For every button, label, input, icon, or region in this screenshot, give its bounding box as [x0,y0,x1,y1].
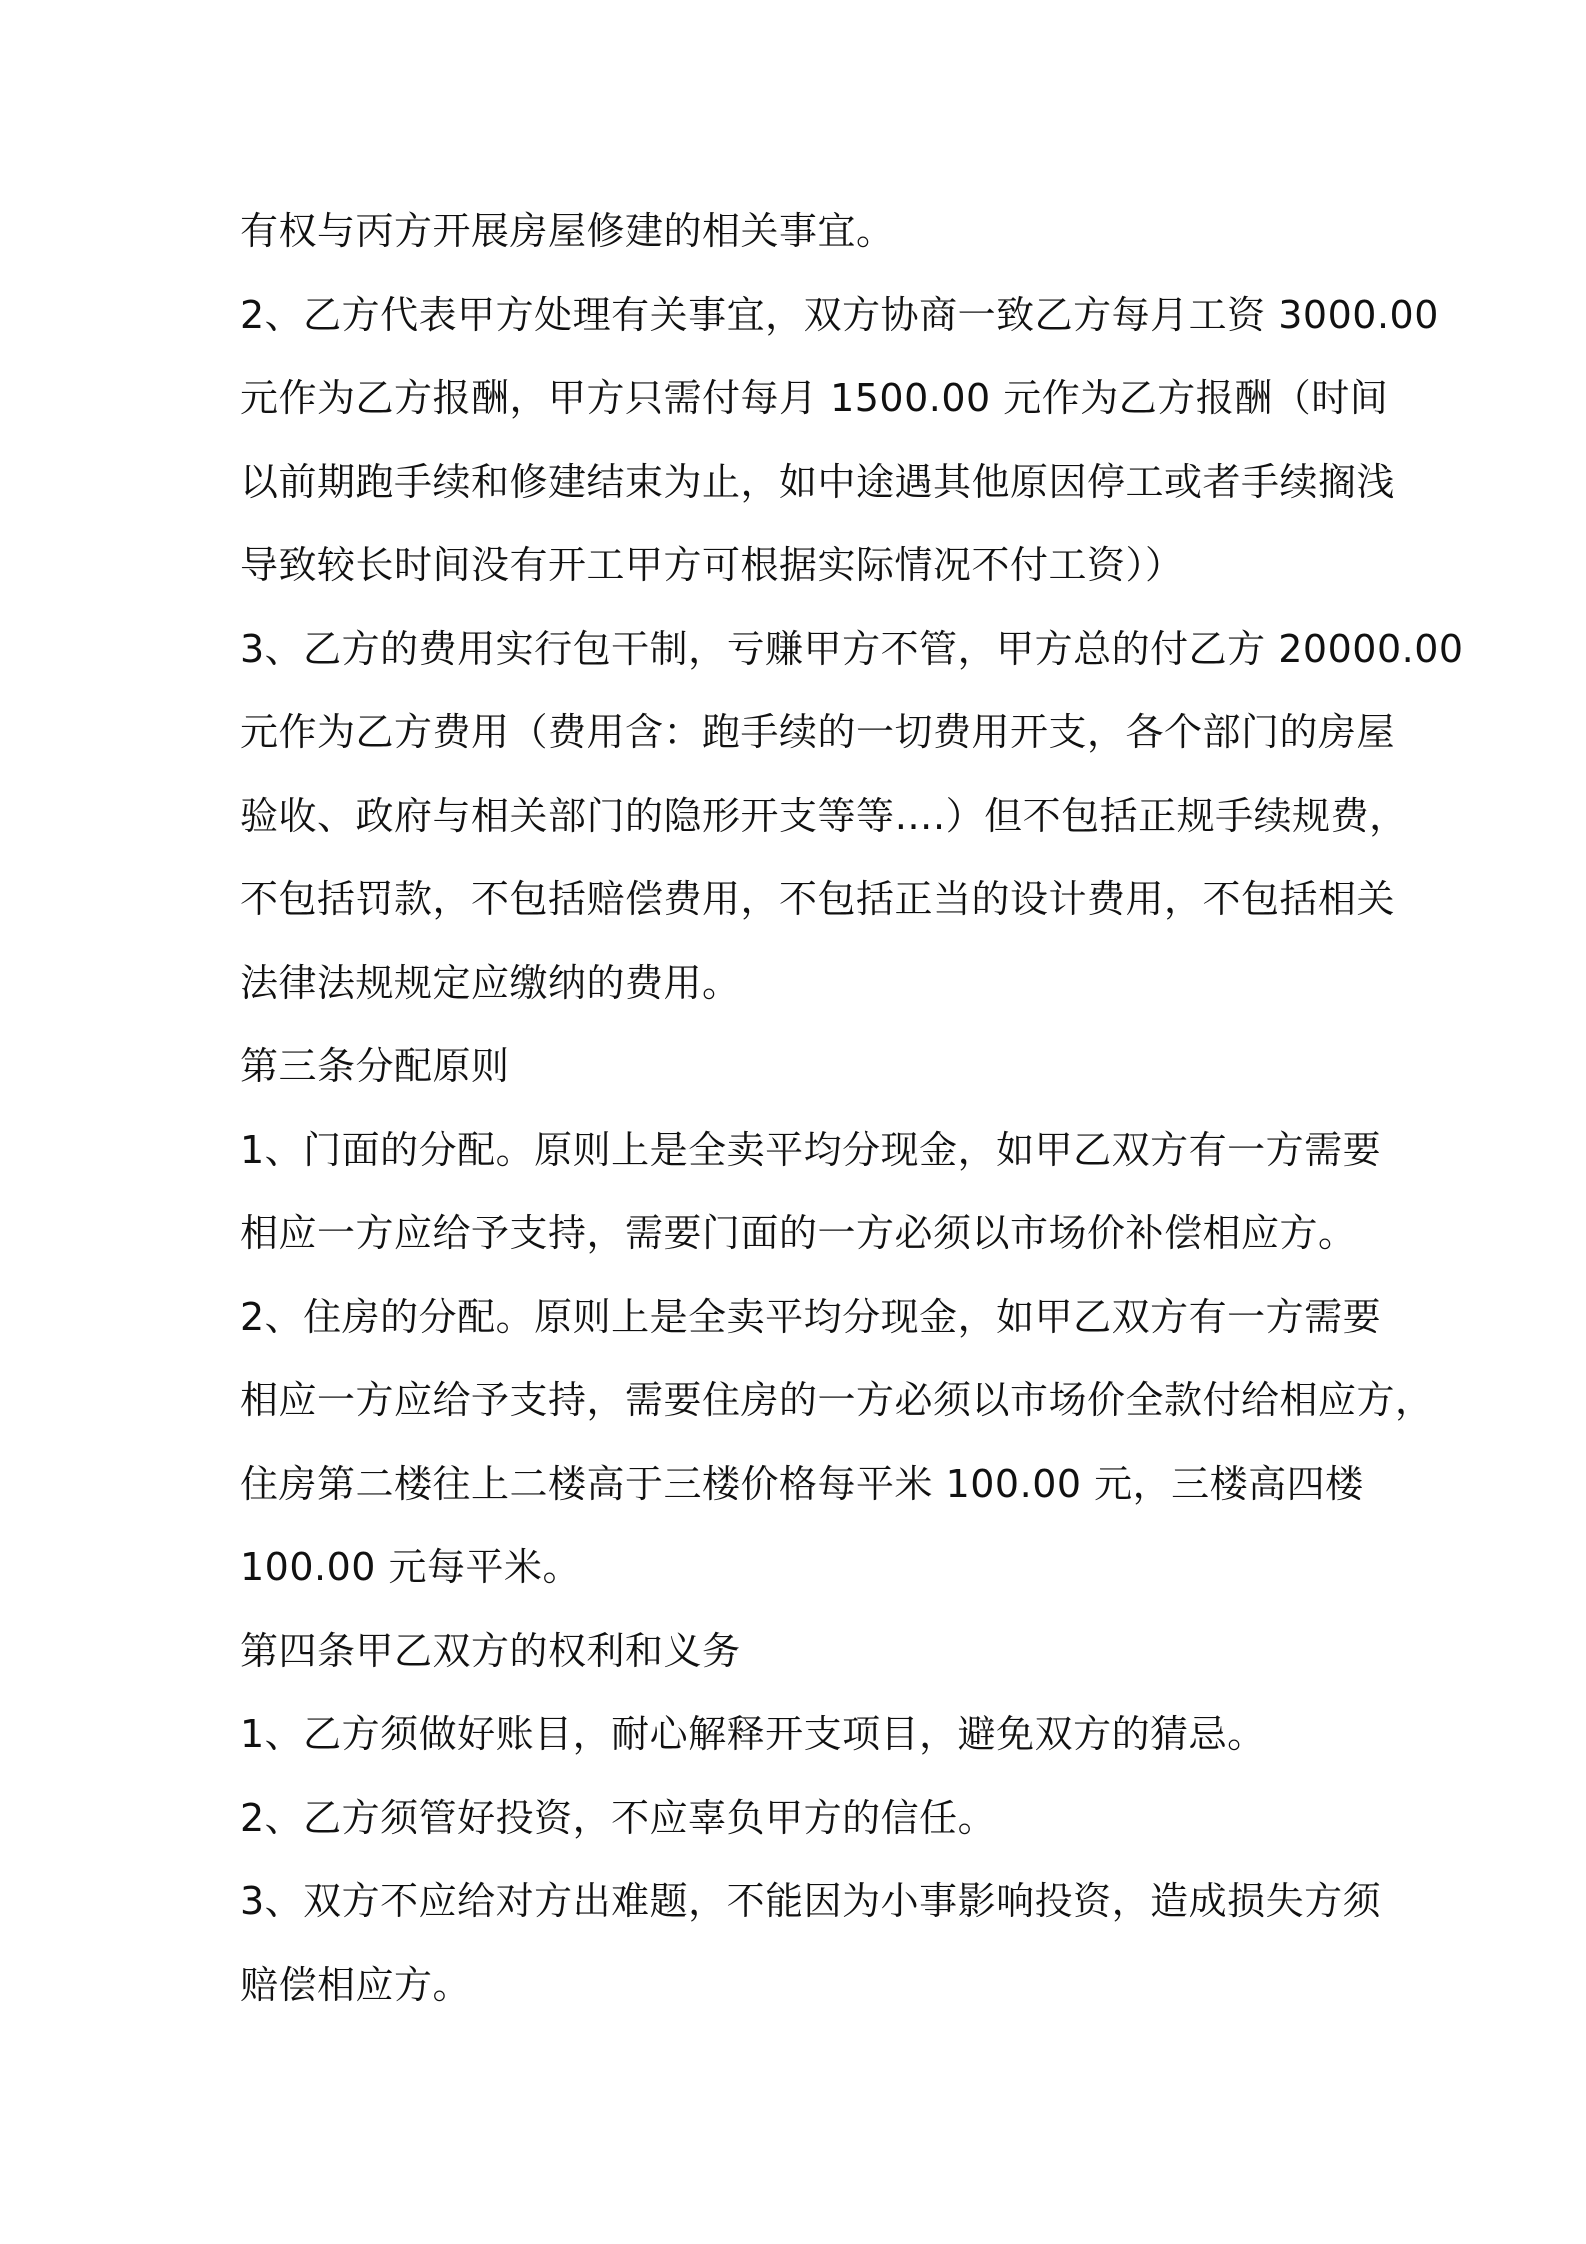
text-line: 2、住房的分配。原则上是全卖平均分现金，如甲乙双方有一方需要 [240,1294,1382,1339]
text-line: 住房第二楼往上二楼高于三楼价格每平米 100.00 元，三楼高四楼 [240,1461,1364,1506]
text-line: 以前期跑手续和修建结束为止，如中途遇其他原因停工或者手续搁浅 [240,459,1396,504]
text-line: 导致较长时间没有开工甲方可根据实际情况不付工资）） [240,543,1184,587]
text-line: 法律法规规定应缴纳的费用。 [240,960,741,1005]
text-line: 元作为乙方报酬，甲方只需付每月 1500.00 元作为乙方报酬（时间 [240,376,1389,420]
text-line: 验收、政府与相关部门的隐形开支等等….）但不包括正规手续规费， [240,793,1408,838]
section-heading: 第四条甲乙双方的权利和义务 [240,1628,741,1673]
text-line: 3、双方不应给对方出难题，不能因为小事影响投资，造成损失方须 [240,1879,1382,1923]
text-line: 3、乙方的费用实行包干制，亏赚甲方不管，甲方总的付乙方 20000.00 [240,626,1464,671]
section-heading: 第三条分配原则 [240,1044,510,1088]
contract-text [240,190,1464,2027]
text-line: 有权与丙方开展房屋修建的相关事宜。 [240,209,895,253]
text-line: 100.00 元每平米。 [240,1545,582,1589]
text-line: 2、乙方须管好投资，不应辜负甲方的信任。 [240,1795,997,1840]
text-line: 2、乙方代表甲方处理有关事宜，双方协商一致乙方每月工资 3000.00 [240,292,1439,337]
text-line: 赔偿相应方。 [240,1962,472,2007]
text-line: 元作为乙方费用（费用含：跑手续的一切费用开支，各个部门的房屋 [240,710,1396,754]
text-line: 1、门面的分配。原则上是全卖平均分现金，如甲乙双方有一方需要 [240,1127,1382,1172]
text-line: 相应一方应给予支持，需要门面的一方必须以市场价补偿相应方。 [240,1211,1357,1255]
text-line: 不包括罚款，不包括赔偿费用，不包括正当的设计费用，不包括相关 [240,877,1396,921]
text-line: 相应一方应给予支持，需要住房的一方必须以市场价全款付给相应方， [240,1378,1434,1422]
text-line: 1、乙方须做好账目，耐心解释开支项目，避免双方的猜忌。 [240,1712,1266,1756]
